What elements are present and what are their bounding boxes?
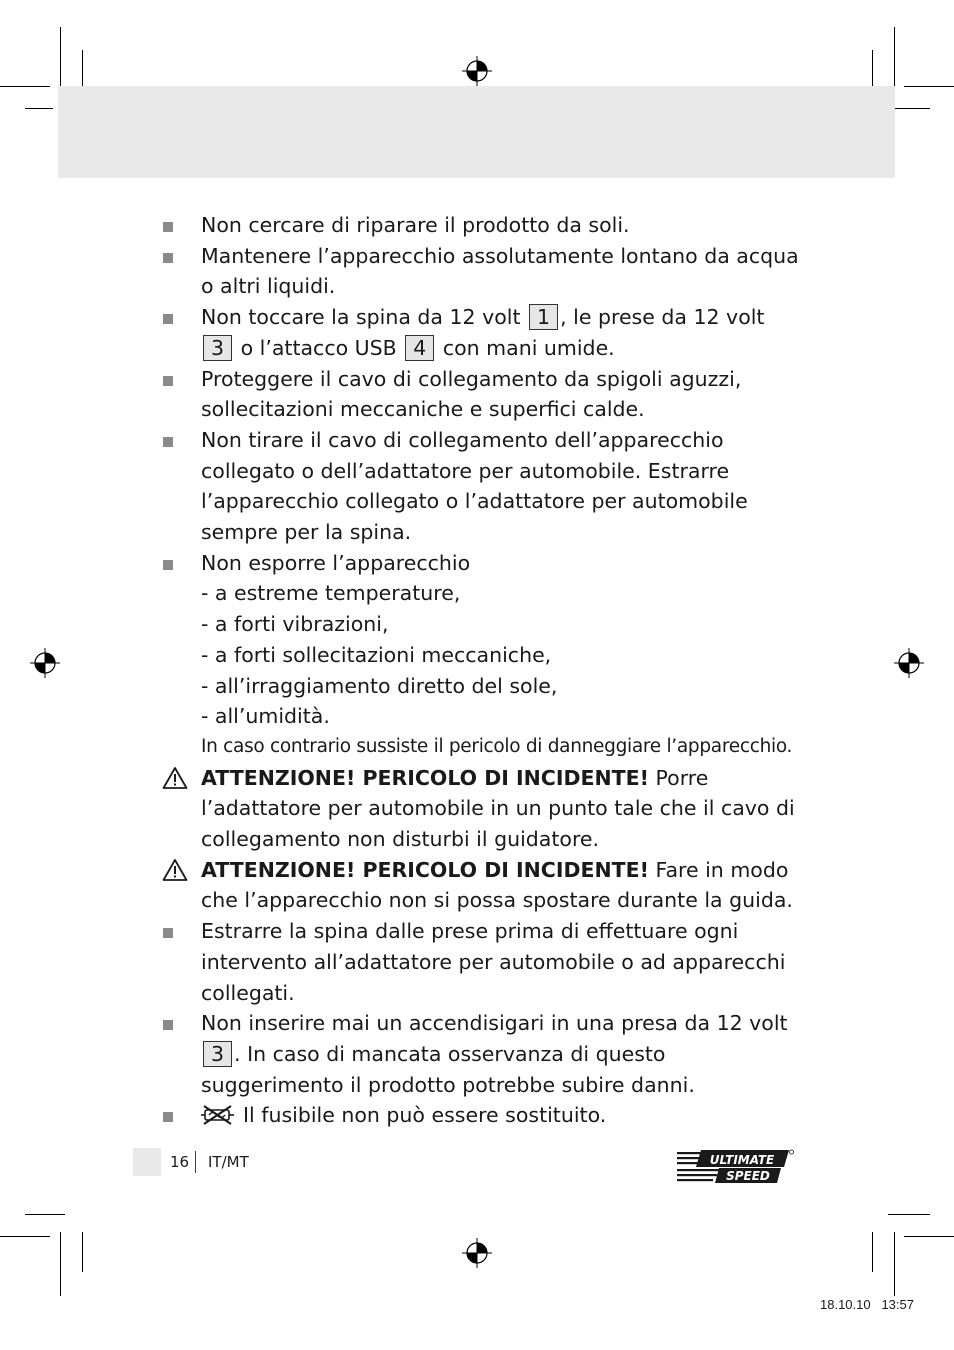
bullet-square-icon bbox=[163, 314, 173, 324]
item-text: Il fusibile non può essere sostituito. bbox=[243, 1103, 607, 1128]
crop-mark bbox=[872, 50, 873, 90]
registration-mark-icon bbox=[462, 1238, 492, 1268]
crop-mark bbox=[888, 1214, 930, 1215]
bullet-square-icon bbox=[163, 376, 173, 386]
crop-mark bbox=[82, 1232, 83, 1272]
crop-mark bbox=[872, 1232, 873, 1272]
item-text: Proteggere il cavo di collegamento da spigoli aguzzi, sollecitazioni meccaniche e superfici calde. bbox=[201, 366, 742, 422]
list-item bbox=[160, 210, 800, 241]
bullet-square-icon bbox=[163, 1020, 173, 1030]
bullet-square-icon bbox=[163, 1112, 173, 1122]
print-timestamp: 18.10.10 13:57 bbox=[820, 1297, 914, 1312]
bullet-square-icon bbox=[163, 928, 173, 938]
sub-item: - a estreme temperature, bbox=[201, 581, 461, 606]
item-text: . In caso di mancata osservanza di questo suggerimento il prodotto potrebbe subire danni. bbox=[201, 1041, 695, 1097]
crop-mark bbox=[894, 1232, 895, 1296]
list-item bbox=[160, 1100, 800, 1131]
part-number-ref: 1 bbox=[529, 304, 558, 330]
item-text: Non esporre l’apparecchio bbox=[201, 550, 471, 575]
sub-item: - a forti sollecitazioni meccaniche, bbox=[201, 642, 552, 667]
warning-triangle-icon bbox=[162, 858, 188, 882]
registration-mark-icon bbox=[30, 648, 60, 678]
crop-mark bbox=[0, 1236, 50, 1237]
part-number-ref: 3 bbox=[203, 335, 232, 361]
crop-mark bbox=[60, 27, 61, 90]
warning-label: ATTENZIONE! PERICOLO DI INCIDENTE! bbox=[201, 765, 649, 790]
list-item bbox=[160, 425, 800, 548]
item-text: Non cercare di riparare il prodotto da soli. bbox=[201, 213, 630, 237]
logo-text-bottom: SPEED bbox=[726, 1169, 770, 1183]
list-item bbox=[160, 916, 800, 1008]
item-text: Non inserire mai un accendisigari in una presa da 12 volt bbox=[201, 1011, 788, 1036]
bullet-square-icon bbox=[163, 222, 173, 232]
warning-item bbox=[160, 855, 800, 916]
bullet-square-icon bbox=[163, 253, 173, 263]
bullet-square-icon bbox=[163, 437, 173, 447]
crop-mark bbox=[0, 86, 50, 87]
crop-mark bbox=[82, 50, 83, 90]
list-item bbox=[160, 364, 800, 425]
item-note: In caso contrario sussiste il pericolo di danneggiare l’apparecchio. bbox=[201, 735, 793, 757]
fuse-not-replaceable-icon bbox=[201, 1104, 237, 1126]
crop-mark bbox=[904, 86, 954, 87]
safety-instructions bbox=[160, 210, 800, 1131]
part-number-ref: 4 bbox=[405, 335, 434, 361]
list-item bbox=[160, 548, 800, 763]
warning-label: ATTENZIONE! PERICOLO DI INCIDENTE! bbox=[201, 857, 649, 882]
item-text: Fare in modo che l’apparecchio non si possa spostare durante la guida. bbox=[201, 857, 793, 913]
page-number: 16 bbox=[170, 1153, 190, 1171]
part-number-ref: 3 bbox=[203, 1041, 232, 1067]
warning-triangle-icon bbox=[162, 766, 188, 790]
item-text: Non toccare la spina da 12 volt bbox=[201, 305, 521, 330]
header-band bbox=[58, 86, 895, 178]
crop-mark bbox=[904, 1236, 954, 1237]
sub-item: - all’umidità. bbox=[201, 704, 330, 729]
crop-mark bbox=[25, 108, 53, 109]
bullet-square-icon bbox=[163, 560, 173, 570]
ultimate-speed-logo bbox=[677, 1148, 795, 1186]
registered-mark-icon bbox=[790, 1150, 794, 1154]
item-text: Porre l’adattatore per automobile in un punto tale che il cavo di collegamento non disturbi il guidatore. bbox=[201, 765, 795, 852]
sub-item: - all’irraggiamento diretto del sole, bbox=[201, 673, 558, 698]
warning-item bbox=[160, 763, 800, 855]
item-text: con mani umide. bbox=[442, 335, 615, 360]
item-text: o l’attacco USB bbox=[240, 335, 397, 360]
registration-mark-icon bbox=[894, 648, 924, 678]
crop-mark bbox=[60, 1232, 61, 1296]
item-text: Non tirare il cavo di collegamento dell’apparecchio collegato o dell’adattatore per automobile. Estrarre l’apparecchio collegato o l’adattatore per automobile sempre per la spina. bbox=[201, 427, 748, 545]
registration-mark-icon bbox=[462, 56, 492, 86]
item-text: Estrarre la spina dalle prese prima di effettuare ogni intervento all’adattatore per automobile o ad apparecchi collegati. bbox=[201, 919, 786, 1005]
item-text: Mantenere l’apparecchio assolutamente lontano da acqua o altri liquidi. bbox=[201, 243, 799, 299]
footer-divider bbox=[195, 1151, 196, 1173]
language-code: IT/MT bbox=[208, 1153, 249, 1171]
crop-mark bbox=[894, 27, 895, 90]
list-item bbox=[160, 1008, 800, 1100]
footer-tab-box bbox=[133, 1148, 161, 1176]
sub-item: - a forti vibrazioni, bbox=[201, 612, 389, 637]
crop-mark bbox=[25, 1214, 65, 1215]
list-item bbox=[160, 302, 800, 363]
item-text: , le prese da 12 volt bbox=[560, 305, 765, 330]
list-item bbox=[160, 241, 800, 302]
logo-text-top: ULTIMATE bbox=[709, 1153, 775, 1167]
